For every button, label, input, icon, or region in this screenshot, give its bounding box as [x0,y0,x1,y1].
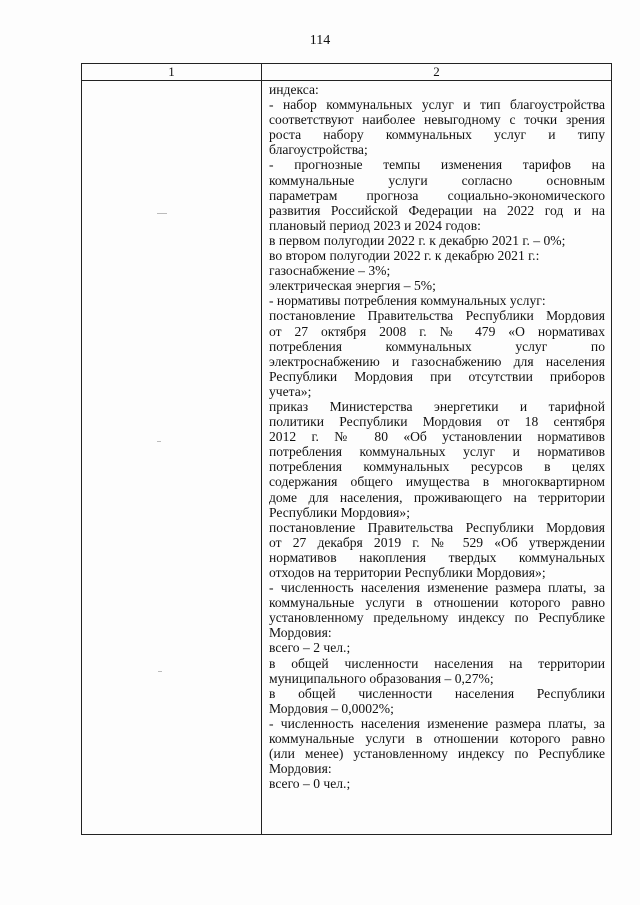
column-header-1: 1 [82,64,262,81]
text-line: потребления коммунальных услуг по [269,338,605,354]
text-line: коммунальные услуги в отношении которого равно [269,595,605,611]
text-line: Республики Мордовия»; [269,504,410,520]
text-line: установленному предельному индексу по Республике [269,610,605,626]
text-line: - численность населения изменение размера платы, за [269,715,605,731]
text-line: в общей численности населения на территории [269,655,605,671]
text-line: роста набору коммунальных услуг и типу [269,127,605,143]
text-line: всего – 0 чел.; [269,776,351,792]
text-line: постановление Правительства Республики Мордовия [269,519,605,535]
text-line: - набор коммунальных услуг и тип благоустройства [269,97,605,113]
text-line: соответствуют наиболее невыгодному с точки зрения [269,112,605,128]
table-header-row [82,64,612,81]
text-line: нормативов накопления твердых коммунальных [269,549,605,565]
empty-left-cell [82,81,262,835]
text-line: приказ Министерства энергетики и тарифной [269,398,605,414]
text-line: электроснабжению и газоснабжению для населения [269,353,605,369]
text-line: - прогнозные темпы изменения тарифов на [269,157,605,173]
text-line: учета»; [269,383,312,399]
text-line: потребления коммунальных ресурсов в целях [269,459,605,475]
table-body-row [82,81,612,835]
content-table [81,63,612,835]
text-line: от 27 октября 2008 г. № 479 «О нормативах [269,323,605,339]
text-line: во втором полугодии 2022 г. к декабрю 2021 г.: [269,248,540,264]
text-line: доме для населения, проживающего на территории [269,489,605,505]
text-line: в общей численности населения Республики [269,685,605,701]
text-lines [269,82,605,791]
text-line: муниципального образования – 0,27%; [269,670,494,686]
text-line: Республики Мордовия при отсутствии приборов [269,368,605,384]
text-line: 2012 г. № 80 «Об установлении нормативов [269,429,605,445]
text-line: коммунальные услуги в отношении которого равно [269,731,605,747]
text-line: в первом полугодии 2022 г. к декабрю 2021 г. – 0%; [269,232,566,248]
text-line: индекса: [269,82,319,97]
text-line: Мордовия – 0,0002%; [269,700,394,716]
text-line: (или менее) установленному индексу по Республике [269,746,605,762]
text-line: содержания общего имущества в многоквартирном [269,474,605,490]
text-line: благоустройства; [269,142,368,158]
text-line: - нормативы потребления коммунальных услуг: [269,293,546,309]
text-line: плановый период 2023 и 2024 годов: [269,217,481,233]
text-line: - численность населения изменение размера платы, за [269,580,605,596]
scan-mark [157,441,161,442]
text-line: Мордовия: [269,625,332,641]
text-line: коммунальные услуги согласно основным [269,172,605,188]
scan-mark [158,671,162,672]
column-header-2: 2 [262,64,612,81]
text-line: параметрам прогноза социально-экономического [269,187,605,203]
text-line: всего – 2 чел.; [269,640,351,656]
text-line: развития Российской Федерации на 2022 год и на [269,202,605,218]
text-line: постановление Правительства Республики Мордовия [269,308,605,324]
scan-mark [157,213,167,214]
text-line: потребления коммунальных услуг и нормативов [269,444,605,460]
text-line: политики Республики Мордовия от 18 сентября [269,414,605,430]
page-number: 114 [309,33,331,48]
text-line: Мордовия: [269,761,332,777]
text-line: отходов на территории Республики Мордовия»; [269,565,546,580]
text-line: от 27 декабря 2019 г. № 529 «Об утверждении [269,534,605,550]
text-line: газоснабжение – 3%; [269,263,391,279]
text-line: электрическая энергия – 5%; [269,278,436,294]
text-cell [262,81,612,835]
